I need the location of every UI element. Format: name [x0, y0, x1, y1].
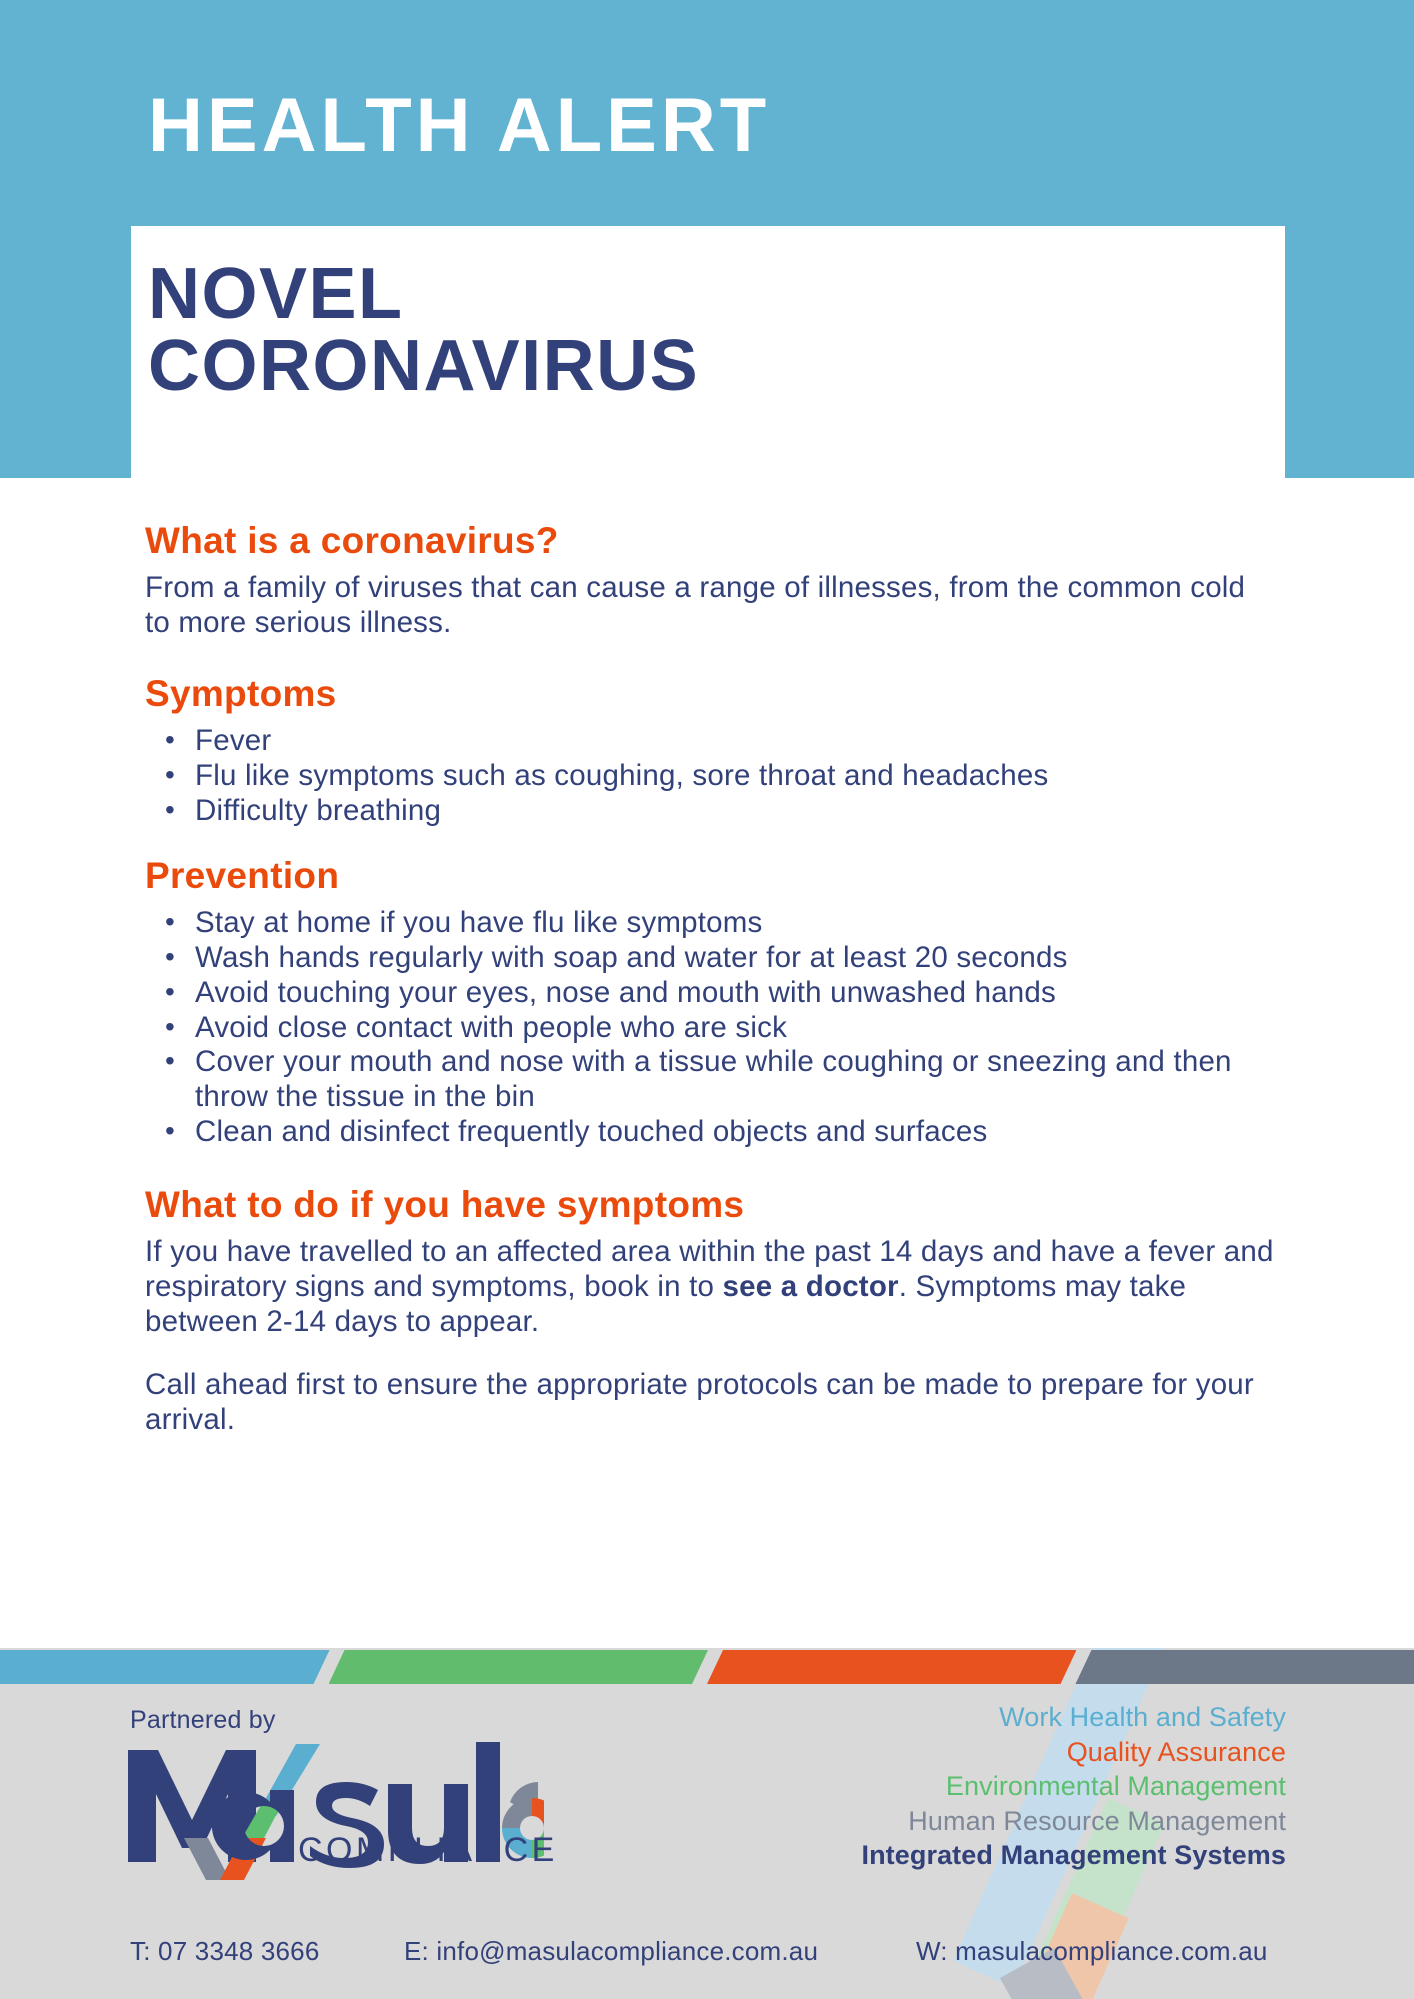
- section-what-to-do: [145, 1184, 1275, 1437]
- poster-subject-title: [148, 254, 1268, 406]
- list-item: • Difficulty breathing: [163, 794, 1275, 829]
- section-prevention: [145, 855, 1275, 1150]
- page-title-health-alert: HEALTH ALERT: [148, 83, 771, 168]
- contact-email[interactable]: E: info@masulacompliance.com.au: [404, 1936, 819, 1966]
- heading-what-to-do-if-you-have-symptoms: What to do if you have symptoms: [145, 1183, 745, 1225]
- list-item: • Flu like symptoms such as coughing, sore throat and headaches: [163, 759, 1275, 794]
- text-what-to-do-paragraph-1: [145, 1235, 1275, 1339]
- symptoms-list: [163, 724, 1275, 828]
- heading-symptoms: Symptoms: [145, 673, 337, 715]
- chevron-segment-green: [329, 1650, 708, 1684]
- poster-content: [145, 520, 1275, 1437]
- chevron-segment-gray: [1075, 1650, 1414, 1684]
- spacer: [145, 641, 1275, 673]
- contact-website[interactable]: W: masulacompliance.com.au: [916, 1936, 1268, 1966]
- text-part-2: . Symptoms may take between 2-14 days to appear.: [145, 1270, 1187, 1338]
- text-see-a-doctor-emphasis: see a doctor: [722, 1270, 899, 1304]
- text-what-is-a-coronavirus: From a family of viruses that can cause a range of illnesses, from the common cold to more serious illness.: [145, 571, 1246, 640]
- contact-phone[interactable]: T: 07 3348 3666: [130, 1936, 320, 1966]
- section-what-is-a-coronavirus: [145, 520, 1275, 641]
- text-what-to-do-paragraph-2: Call ahead first to ensure the appropriate protocols can be made to prepare for your arrival.: [145, 1367, 1254, 1436]
- partnered-by-label: Partnered by: [130, 1706, 276, 1734]
- service-human-resource-management: Human Resource Management: [908, 1805, 1286, 1836]
- list-item: • Fever: [163, 724, 1275, 759]
- list-item: • Avoid touching your eyes, nose and mouth with unwashed hands: [163, 976, 1275, 1011]
- chevron-segment-orange: [707, 1650, 1076, 1684]
- spacer: [145, 829, 1275, 855]
- chevron-segment-blue: [0, 1650, 330, 1684]
- services-list: [861, 1700, 1286, 1873]
- list-item: • Avoid close contact with people who are sick: [163, 1011, 1275, 1046]
- service-quality-assurance: Quality Assurance: [1066, 1736, 1286, 1767]
- text-part-1: If you have travelled to an affected area within the past 14 days and have a fever and respiratory signs and symptoms, book in to: [145, 1235, 1274, 1304]
- list-item: • Cover your mouth and nose with a tissue while coughing or sneezing and then throw the tissue in the bin: [163, 1045, 1275, 1115]
- spacer: [145, 1150, 1275, 1184]
- service-environmental-management: Environmental Management: [945, 1771, 1286, 1802]
- list-item: • Clean and disinfect frequently touched objects and surfaces: [163, 1115, 1275, 1150]
- masula-logo-subtitle: COMPLIANCE: [298, 1831, 558, 1869]
- prevention-list: [163, 906, 1275, 1150]
- title-line-1: NOVEL: [148, 254, 404, 334]
- contact-row: [0, 1936, 1414, 1976]
- heading-prevention: Prevention: [145, 854, 340, 896]
- title-line-2: CORONAVIRUS: [148, 326, 700, 406]
- list-item: • Wash hands regularly with soap and water for at least 20 seconds: [163, 941, 1275, 976]
- chevron-ribbon: [0, 1650, 1414, 1684]
- spacer: [145, 1340, 1275, 1368]
- service-work-health-and-safety: Work Health and Safety: [999, 1702, 1286, 1732]
- list-item: • Stay at home if you have flu like symptoms: [163, 906, 1275, 941]
- section-symptoms: [145, 673, 1275, 829]
- heading-what-is-a-coronavirus: What is a coronavirus?: [145, 520, 559, 561]
- service-integrated-management-systems: Integrated Management Systems: [861, 1840, 1286, 1871]
